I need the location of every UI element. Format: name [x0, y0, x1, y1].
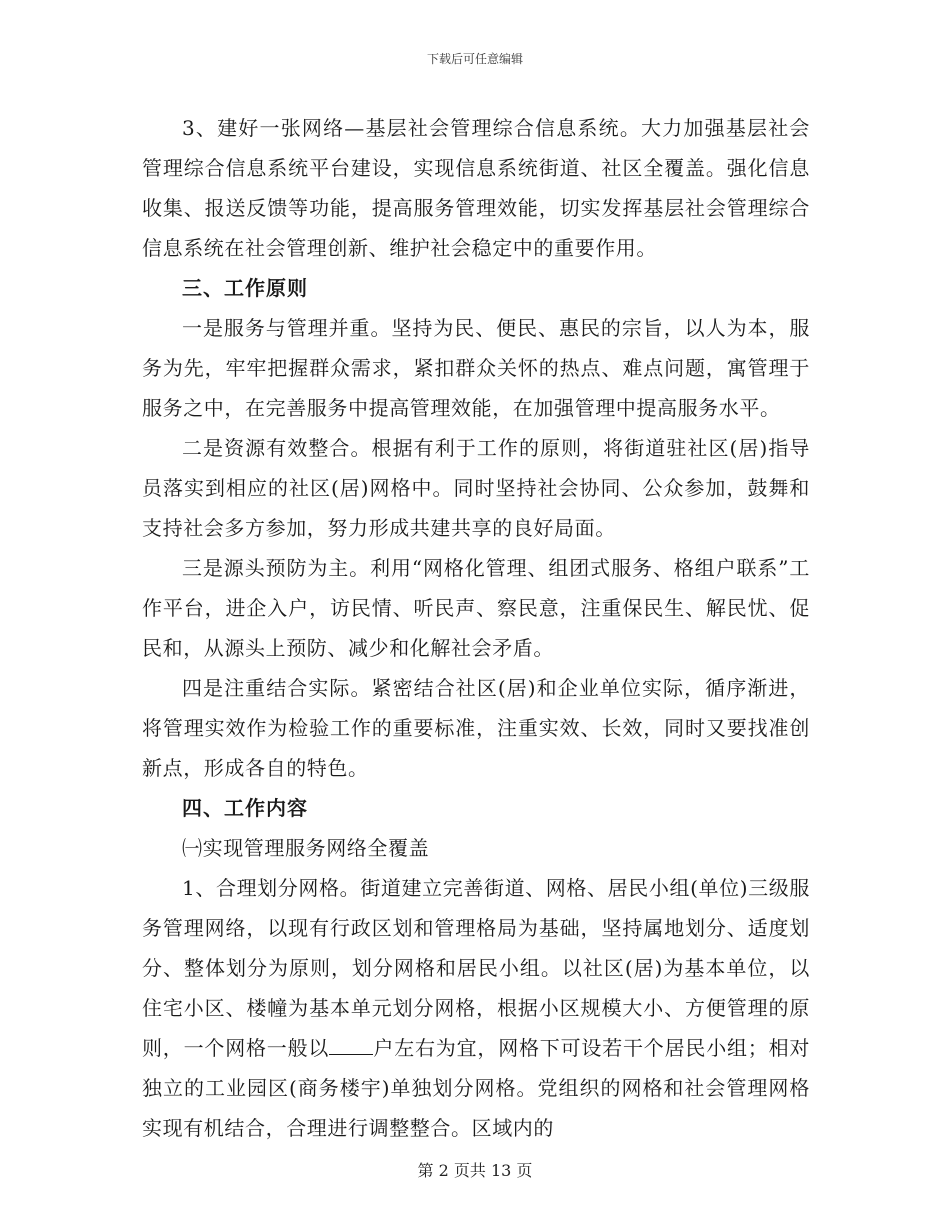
page-number-footer: 第 2 页共 13 页 [417, 1161, 533, 1180]
paragraph-principle-2: 二是资源有效整合。根据有利于工作的原则，将街道驻社区(居)指导员落实到相应的社区(居)网格中。同时坚持社会协同、公众参加，鼓舞和支持社会多方参加，努力形成共建共享的良好局面。 [142, 436, 810, 540]
section-heading-work-principles: 三、工作原则 [182, 276, 308, 300]
document-body [142, 108, 810, 1148]
paragraph-principle-3: 三是源头预防为主。利用“网格化管理、组团式服务、格组户联系”工作平台，进企入户，访民情、听民声、察民意，注重保民生、解民忧、促民和，从源头上预防、减少和化解社会矛盾。 [142, 556, 810, 660]
page-header-note: 下载后可任意编辑 [426, 52, 523, 66]
grid-division-text-part2: 户左右为宜，网格下可设若干个居民小组；相对独立的工业园区(商务楼宇)单独划分网格。党组织的网格和社会管理网格实现有机结合，合理进行调整整合。区域内的 [142, 1036, 810, 1140]
paragraph-item-3: 3、建好一张网络—基层社会管理综合信息系统。大力加强基层社会管理综合信息系统平台建设，实现信息系统街道、社区全覆盖。强化信息收集、报送反馈等功能，提高服务管理效能，切实发挥基层社会管理综合信息系统在社会管理创新、维护社会稳定中的重要作用。 [142, 116, 810, 260]
grid-division-text-part1: 1、合理划分网格。街道建立完善街道、网格、居民小组(单位)三级服务管理网络，以现有行政区划和管理格局为基础，坚持属地划分、适度划分、整体划分为原则，划分网格和居民小组。以社区(居)为基本单位，以住宅小区、楼幢为基本单元划分网格，根据小区规模大小、方便管理的原则，一个网格一般以 [142, 876, 810, 1060]
paragraph-principle-4: 四是注重结合实际。紧密结合社区(居)和企业单位实际，循序渐进，将管理实效作为检验工作的重要标准，注重实效、长效，同时又要找准创新点，形成各自的特色。 [142, 676, 810, 780]
fill-in-blank [329, 1034, 373, 1055]
subheading-network-coverage: ㈠实现管理服务网络全覆盖 [182, 836, 430, 860]
section-heading-work-content: 四、工作内容 [182, 796, 308, 820]
paragraph-principle-1: 一是服务与管理并重。坚持为民、便民、惠民的宗旨，以人为本，服务为先，牢牢把握群众需求，紧扣群众关怀的热点、难点问题，寓管理于服务之中，在完善服务中提高管理效能，在加强管理中提高服务水平。 [142, 316, 810, 420]
paragraph-grid-division [142, 868, 810, 1148]
